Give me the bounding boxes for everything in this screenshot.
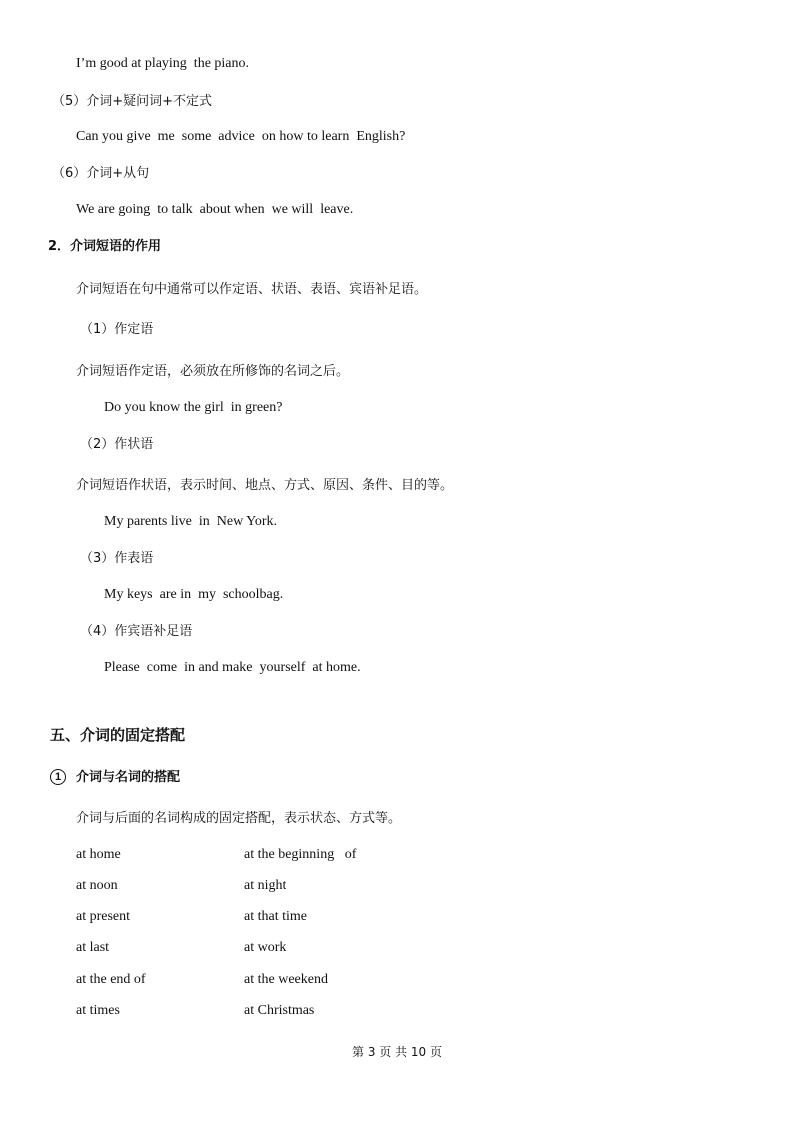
phrase-right: at the weekend xyxy=(244,972,328,987)
subheading-2: （2）作状语 xyxy=(80,437,154,452)
subheading-6: （6）介词+从句 xyxy=(52,166,150,181)
section-heading-5: 五、介词的固定搭配 xyxy=(50,726,186,744)
phrase-right: at that time xyxy=(244,909,307,924)
phrase-left: at times xyxy=(76,1003,120,1018)
paragraph: 介词短语作状语，表示时间、地点、方式、原因、条件、目的等。 xyxy=(76,478,454,493)
phrase-left: at last xyxy=(76,940,110,955)
circled-number: 1 xyxy=(50,769,66,785)
example-sentence: My keys are in my schoolbag. xyxy=(104,587,284,602)
phrase-right: at night xyxy=(244,878,287,893)
section-heading-2: 2．介词短语的作用 xyxy=(48,239,162,254)
example-sentence: Please come in and make yourself at home. xyxy=(104,660,361,675)
phrase-left: at the end of xyxy=(76,972,146,987)
example-sentence: We are going to talk about when we will leave. xyxy=(76,202,354,217)
phrase-right: at Christmas xyxy=(244,1003,315,1018)
example-sentence: My parents live in New York. xyxy=(104,514,278,529)
phrase-right: at the beginning of xyxy=(244,847,357,862)
subheading-4: （4）作宾语补足语 xyxy=(80,624,193,639)
paragraph: 介词与后面的名词构成的固定搭配，表示状态、方式等。 xyxy=(76,811,402,826)
subsection-heading: 介词与名词的搭配 xyxy=(76,770,181,785)
phrase-left: at home xyxy=(76,847,121,862)
paragraph: 介词短语在句中通常可以作定语、状语、表语、宾语补足语。 xyxy=(76,282,428,297)
example-sentence: I’m good at playing the piano. xyxy=(76,56,250,71)
page-footer: 第 3 页 共 10 页 xyxy=(352,1045,442,1059)
example-sentence: Do you know the girl in green? xyxy=(104,400,283,415)
phrase-right: at work xyxy=(244,940,287,955)
subheading-3: （3）作表语 xyxy=(80,551,154,566)
subheading-1: （1）作定语 xyxy=(80,322,154,337)
phrase-left: at noon xyxy=(76,878,118,893)
phrase-left: at present xyxy=(76,909,131,924)
subheading-5: （5）介词+疑问词+不定式 xyxy=(52,94,213,109)
paragraph: 介词短语作定语，必须放在所修饰的名词之后。 xyxy=(76,364,350,379)
example-sentence: Can you give me some advice on how to learn English? xyxy=(76,129,406,144)
